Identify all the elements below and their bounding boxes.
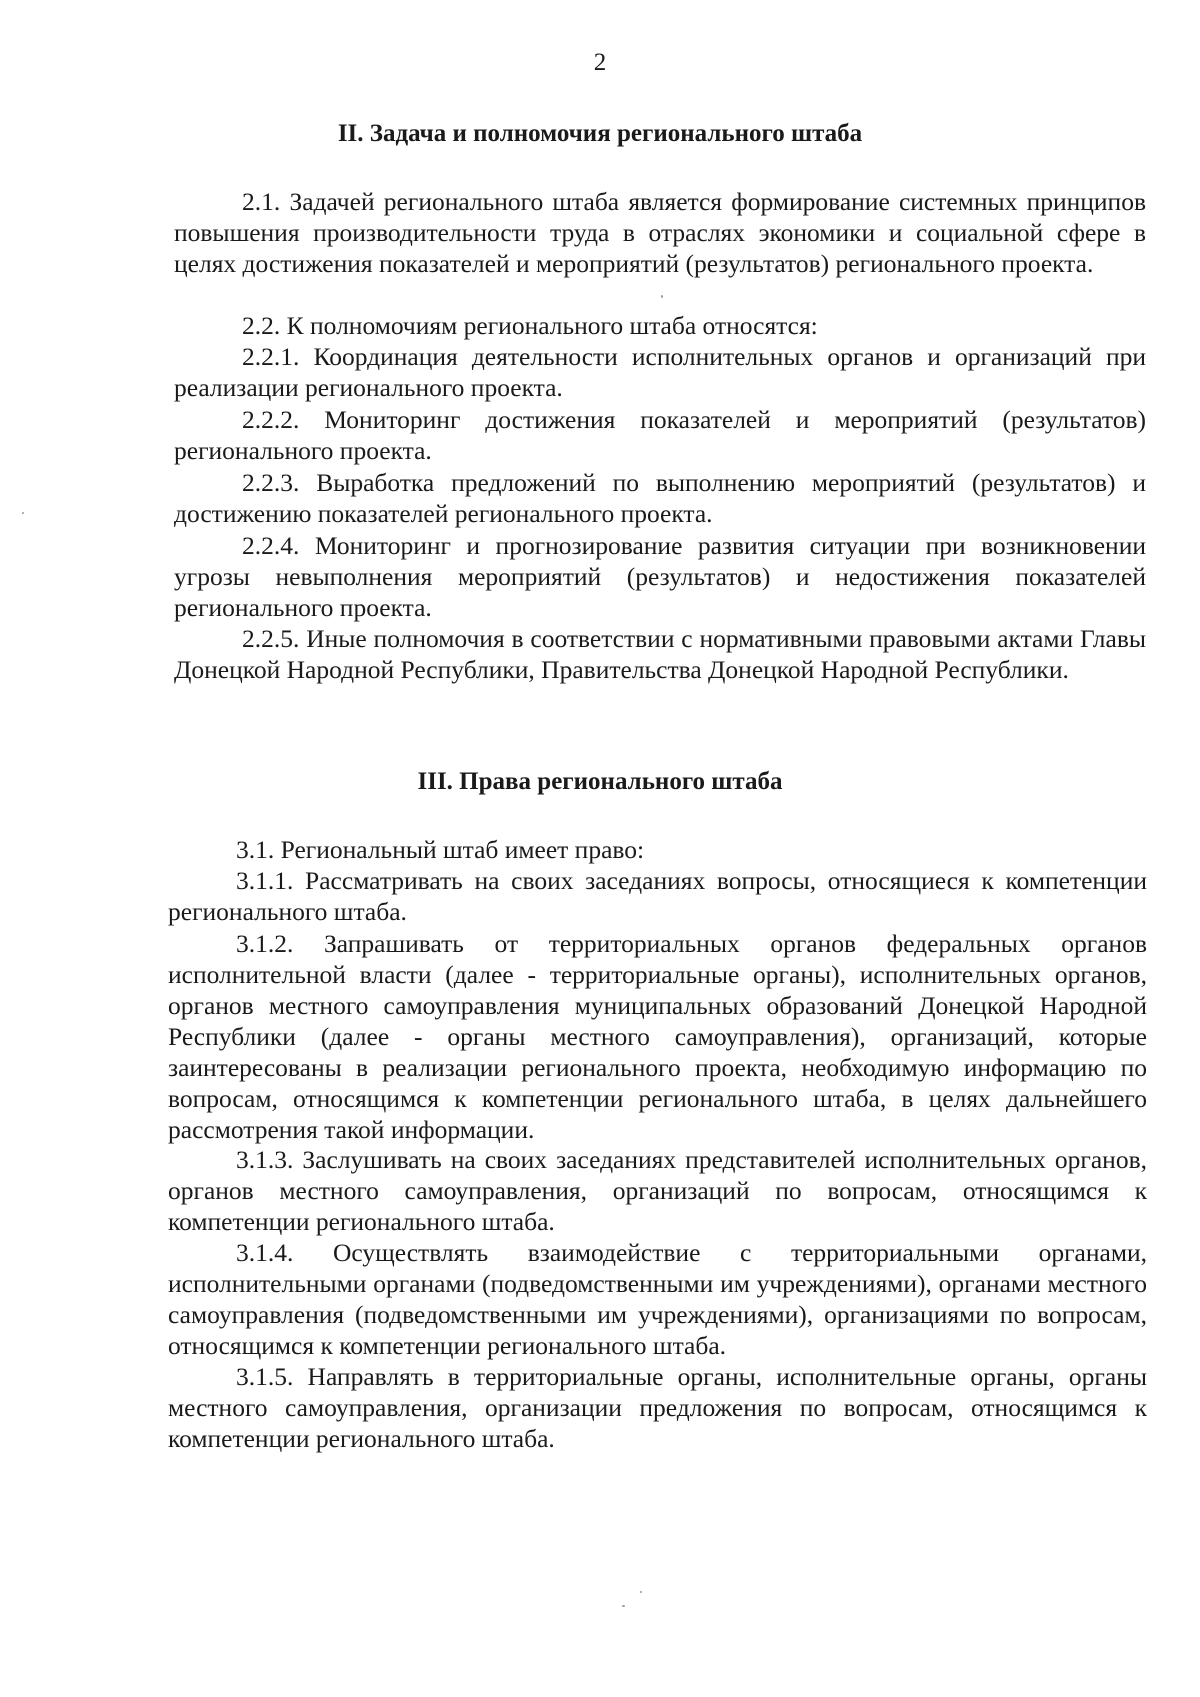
paragraph-3-1-2: 3.1.2. Запрашивать от территориальных органов федеральных органов исполнительной власти (далее - территориальные органы), исполнительных органов, органов местного самоуправления муниципальных образований Донецкой Народной Республики (далее - органы местного самоуправления), организаций, которые заинтересованы в реализации регионального проекта, необходимую информацию по вопросам, относящимся к компетенции регионального штаба, в целях дальнейшего рассмотрения такой информации. — [168, 929, 1147, 1144]
paragraph-3-1-4: 3.1.4. Осуществлять взаимодействие с территориальными органами, исполнительными органами (подведомственными им учреждениями), органами местного самоуправления (подведомственными им учреждениями), организациями по вопросам, относящимся к компетенции регионального штаба. — [168, 1238, 1147, 1360]
paragraph-2-2-3: 2.2.3. Выработка предложений по выполнению мероприятий (результатов) и достижению показателей регионального проекта. — [174, 468, 1146, 528]
paragraph-2-2-5: 2.2.5. Иные полномочия в соответствии с нормативными правовыми актами Главы Донецкой Народной Республики, Правительства Донецкой Народной Республики. — [174, 624, 1146, 684]
paragraph-2-2-2: 2.2.2. Мониторинг достижения показателей и мероприятий (результатов) регионального проекта. — [174, 405, 1146, 465]
paragraph-2-2-4: 2.2.4. Мониторинг и прогнозирование развития ситуации при возникновении угрозы невыполнения мероприятий (результатов) и недостижения показателей регионального проекта. — [174, 531, 1146, 622]
paragraph-3-1-5: 3.1.5. Направлять в территориальные органы, исполнительные органы, органы местного самоуправления, организации предложения по вопросам, относящимся к компетенции регионального штаба. — [168, 1362, 1147, 1453]
section-2-heading: II. Задача и полномочия регионального штаба — [337, 120, 863, 147]
section-3-heading: III. Права регионального штаба — [417, 768, 783, 795]
paragraph-2-2: 2.2. К полномочиям регионального штаба относятся: — [242, 311, 818, 340]
page-number: 2 — [593, 49, 607, 76]
paragraph-2-2-1: 2.2.1. Координация деятельности исполнительных органов и организаций при реализации регионального проекта. — [174, 342, 1146, 402]
paragraph-3-1-1: 3.1.1. Рассматривать на своих заседаниях вопросы, относящиеся к компетенции регионального штаба. — [168, 866, 1147, 926]
paragraph-3-1: 3.1. Региональный штаб имеет право: — [236, 835, 645, 864]
scan-speck — [22, 512, 24, 514]
scan-speck — [640, 1591, 642, 1593]
scan-speck — [622, 1605, 625, 1607]
scan-speck — [661, 295, 663, 298]
paragraph-2-1: 2.1. Задачей регионального штаба является формирование системных принципов повышения производительности труда в отраслях экономики и социальной сфере в целях достижения показателей и мероприятий (результатов) регионального проекта. — [174, 187, 1146, 278]
paragraph-3-1-3: 3.1.3. Заслушивать на своих заседаниях представителей исполнительных органов, органов местного самоуправления, организаций по вопросам, относящимся к компетенции регионального штаба. — [168, 1145, 1147, 1236]
